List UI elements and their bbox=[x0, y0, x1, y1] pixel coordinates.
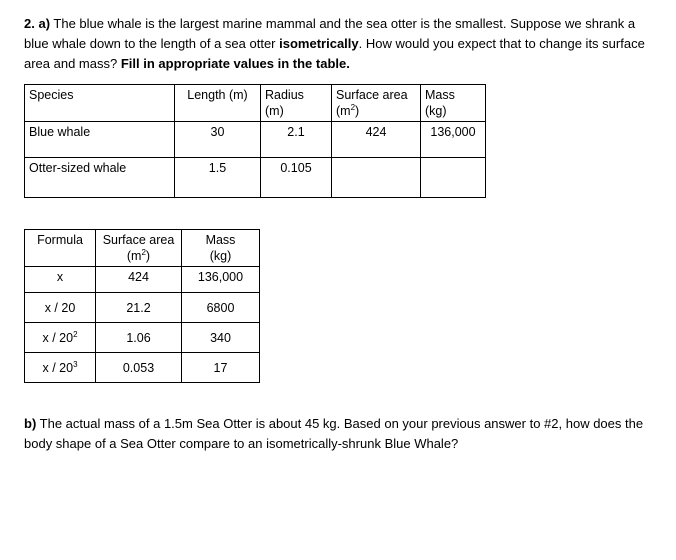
formula-table bbox=[24, 229, 260, 383]
table-header-row bbox=[25, 230, 260, 267]
table-header-row bbox=[25, 85, 486, 122]
question-part-a: a) bbox=[38, 16, 51, 31]
header-species: Species bbox=[25, 85, 175, 122]
cell-formula bbox=[25, 353, 96, 383]
formula-text: x / 20 bbox=[44, 300, 76, 315]
cell-mass: 136,000 bbox=[182, 267, 260, 293]
header-sa-unit: (m bbox=[126, 249, 142, 263]
header-mass-line2: (kg) bbox=[209, 249, 232, 263]
header-mass bbox=[421, 85, 486, 122]
cell-length: 1.5 bbox=[175, 158, 261, 198]
cell-surface-area: 0.053 bbox=[96, 353, 182, 383]
header-sa-line1: Surface area bbox=[102, 233, 175, 247]
cell-radius: 2.1 bbox=[261, 122, 332, 158]
formula-text: x / 20 bbox=[42, 330, 74, 345]
cell-surface-area bbox=[332, 158, 421, 198]
cell-mass: 6800 bbox=[182, 293, 260, 323]
cell-surface-area: 424 bbox=[96, 267, 182, 293]
table-row bbox=[25, 293, 260, 323]
cell-species: Blue whale bbox=[25, 122, 175, 158]
table-row bbox=[25, 122, 486, 158]
header-sa-sup: 2 bbox=[141, 247, 146, 257]
formula-exponent: 3 bbox=[73, 359, 78, 369]
cell-mass bbox=[421, 158, 486, 198]
table-row bbox=[25, 323, 260, 353]
header-radius bbox=[261, 85, 332, 122]
header-sa-unit: (m bbox=[336, 104, 351, 118]
question-a-bold-2: Fill in appropriate values in the table. bbox=[120, 56, 350, 71]
header-mass-line1: Mass bbox=[205, 233, 236, 247]
question-2b bbox=[24, 414, 654, 454]
header-radius-line2: (m) bbox=[265, 104, 284, 118]
header-surface-area bbox=[332, 85, 421, 122]
cell-mass: 340 bbox=[182, 323, 260, 353]
header-sa-line1: Surface area bbox=[336, 88, 408, 102]
cell-surface-area: 424 bbox=[332, 122, 421, 158]
cell-surface-area: 1.06 bbox=[96, 323, 182, 353]
question-2a bbox=[24, 14, 654, 74]
header-mass-line2: (kg) bbox=[425, 104, 447, 118]
question-number: 2. bbox=[24, 16, 35, 31]
question-a-text-1: The blue whale is the largest marine mammal and the sea otter is the smallest. Suppose we shrank a blue whale down to the length of a sea otter bbox=[24, 16, 636, 51]
cell-mass: 136,000 bbox=[421, 122, 486, 158]
question-a-text-2: . How would you expect that to change its surface area and mass? bbox=[24, 36, 645, 71]
table-row bbox=[25, 158, 486, 198]
table-row bbox=[25, 353, 260, 383]
question-a-bold-1: isometrically bbox=[279, 36, 359, 51]
header-sa-close: ) bbox=[355, 104, 360, 118]
header-sa-close: ) bbox=[145, 249, 151, 263]
cell-formula bbox=[25, 323, 96, 353]
cell-formula bbox=[25, 267, 96, 293]
species-table bbox=[24, 84, 486, 198]
header-mass-line1: Mass bbox=[425, 88, 455, 102]
formula-text: x bbox=[56, 270, 64, 284]
cell-species: Otter-sized whale bbox=[25, 158, 175, 198]
header-formula: Formula bbox=[25, 230, 96, 267]
header-mass bbox=[182, 230, 260, 267]
header-radius-line1: Radius bbox=[265, 88, 304, 102]
header-length: Length (m) bbox=[175, 85, 261, 122]
header-surface-area bbox=[96, 230, 182, 267]
question-b-text: The actual mass of a 1.5m Sea Otter is about 45 kg. Based on your previous answer to #2, how does the body shape of a Sea Otter compare to an isometrically-shrunk Blue Whale? bbox=[24, 416, 644, 451]
cell-radius: 0.105 bbox=[261, 158, 332, 198]
formula-exponent: 2 bbox=[73, 329, 78, 339]
cell-mass: 17 bbox=[182, 353, 260, 383]
cell-surface-area: 21.2 bbox=[96, 293, 182, 323]
formula-text: x / 20 bbox=[42, 360, 74, 375]
table-row bbox=[25, 267, 260, 293]
header-sa-sup: 2 bbox=[350, 102, 356, 112]
question-part-b: b) bbox=[24, 416, 37, 431]
cell-formula bbox=[25, 293, 96, 323]
cell-length: 30 bbox=[175, 122, 261, 158]
